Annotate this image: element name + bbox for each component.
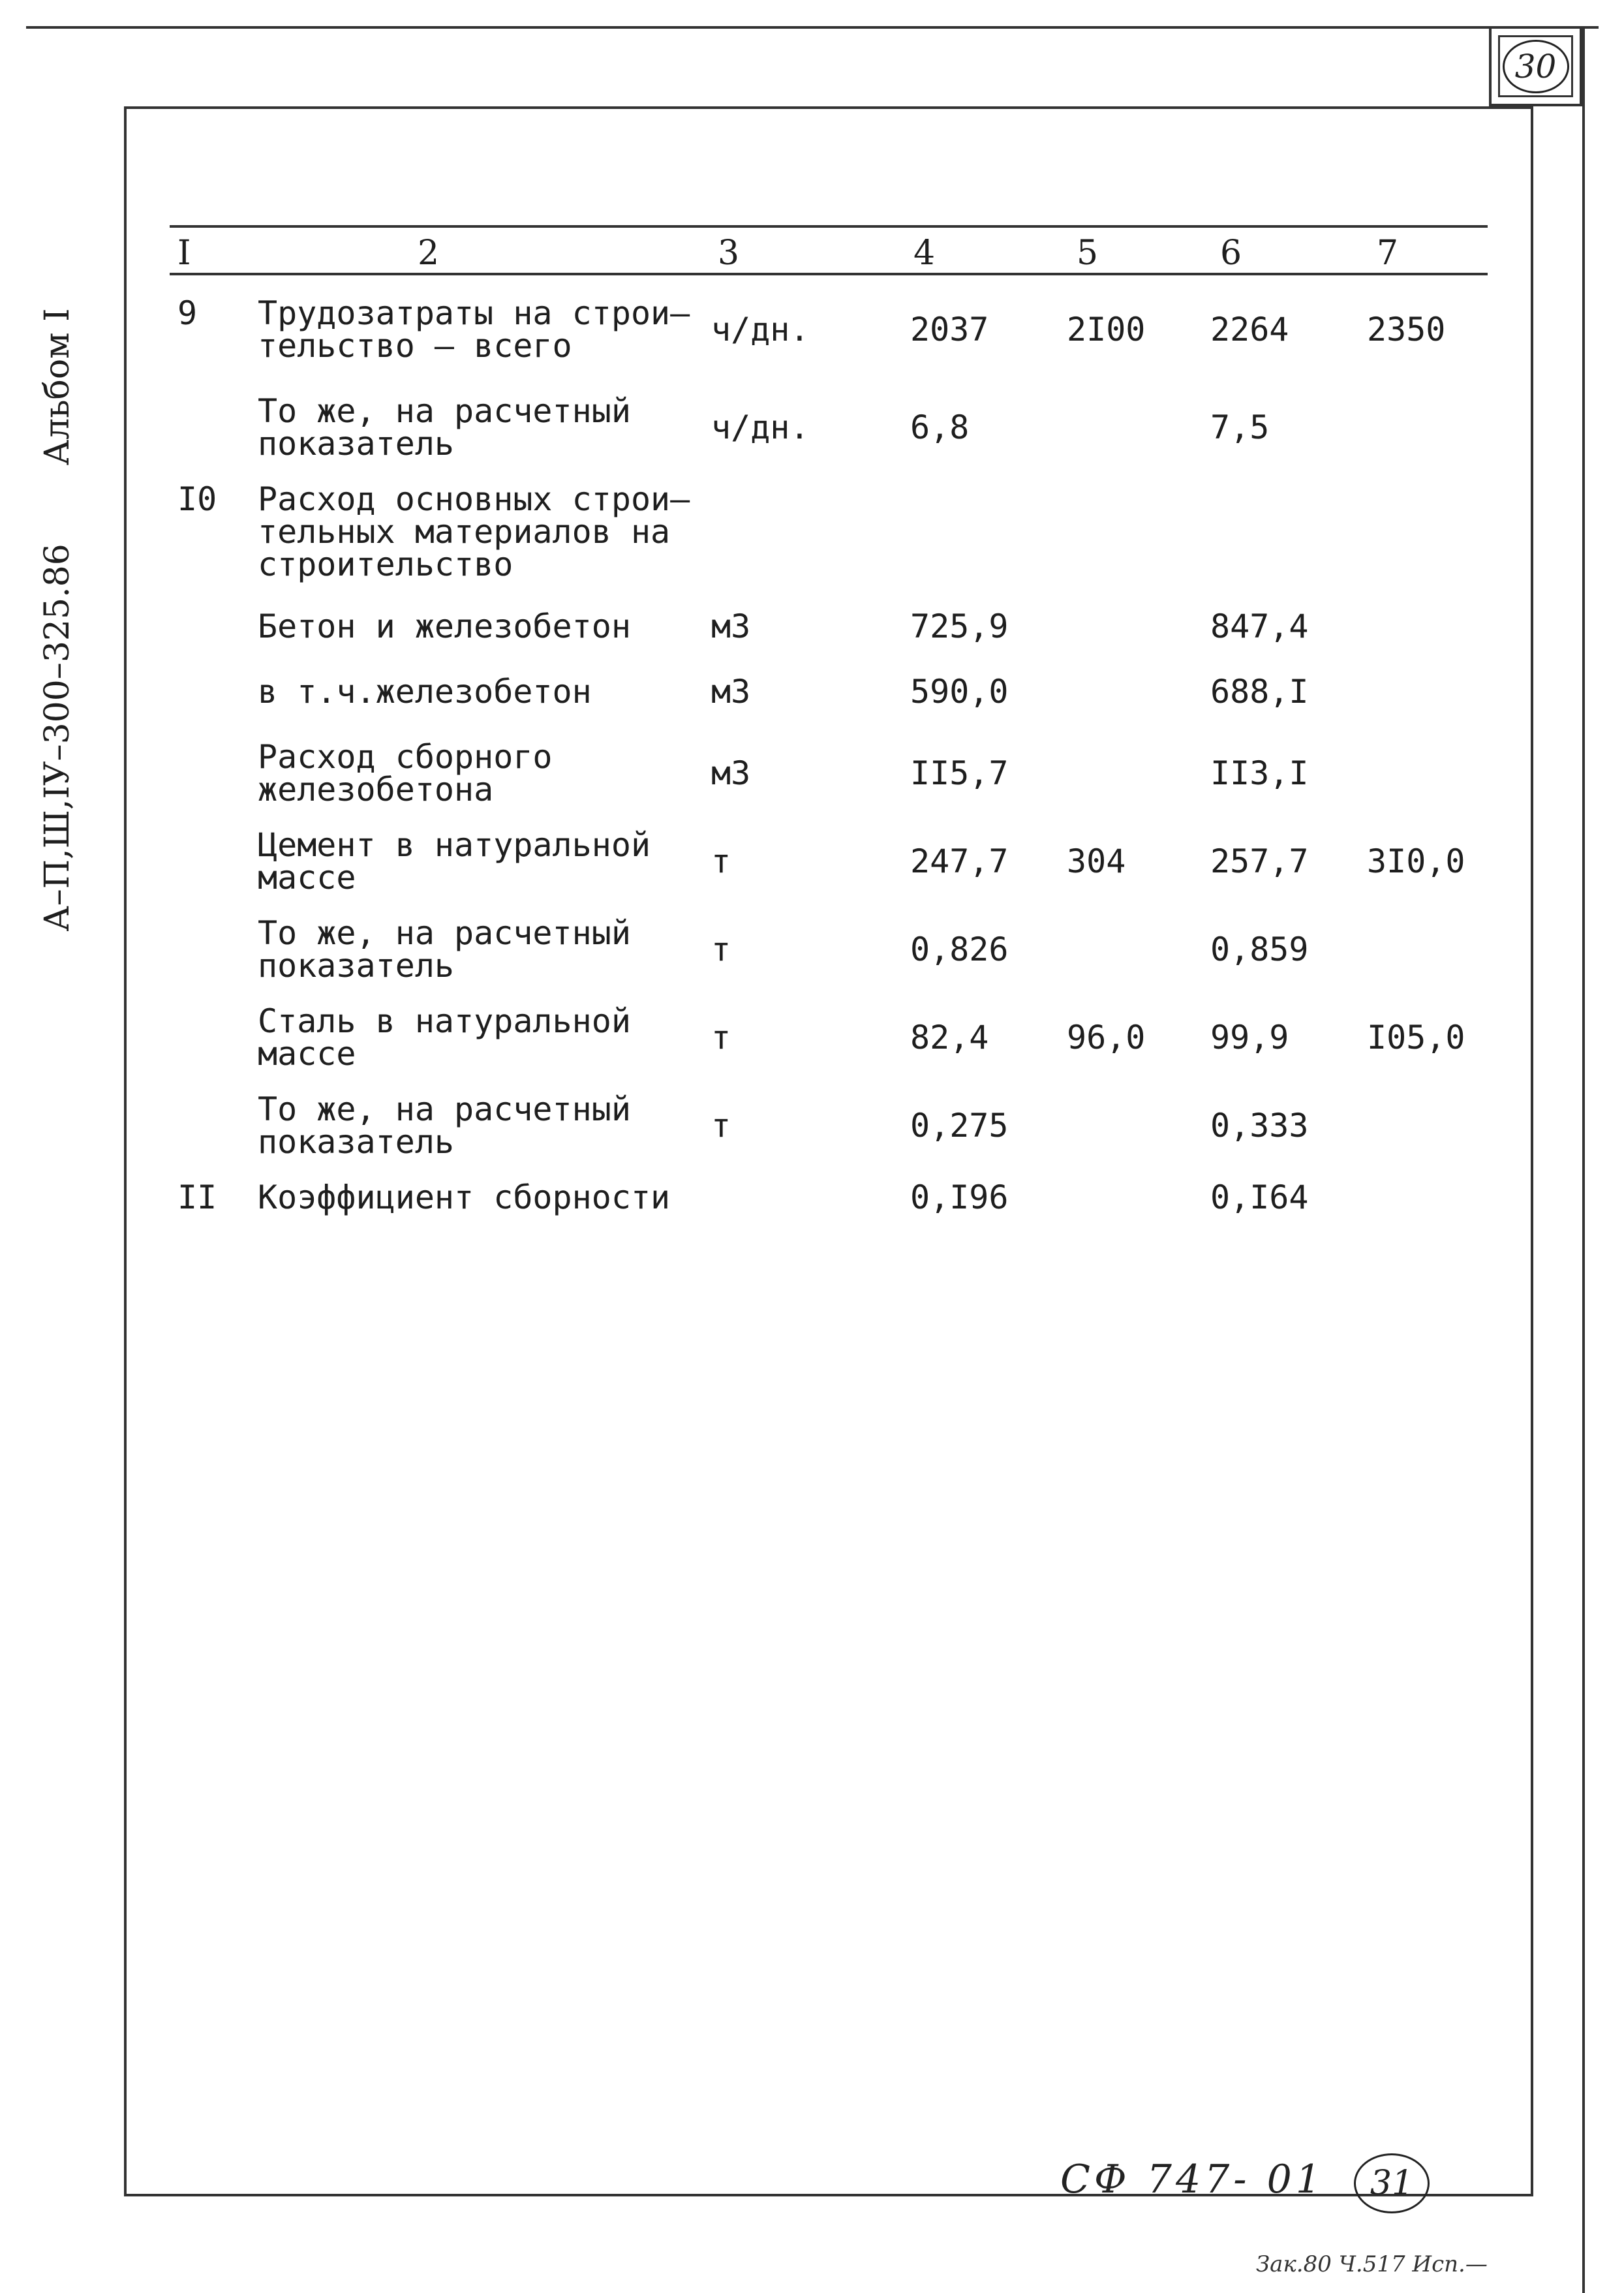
table-row <box>170 675 1488 741</box>
header-col-7: 7 <box>1377 234 1399 273</box>
page-number-inner <box>1498 35 1573 97</box>
row-name <box>258 392 631 463</box>
row-number: II <box>177 1178 217 1216</box>
table-row <box>170 1090 1488 1181</box>
header-col-5: 5 <box>1077 234 1099 273</box>
row-value-col4: 725,9 <box>910 608 1009 645</box>
row-value-col7: 2350 <box>1367 311 1446 348</box>
row-value-col6: 7,5 <box>1210 408 1270 446</box>
row-unit: т <box>711 842 731 880</box>
row-value-col4: 82,4 <box>910 1019 989 1056</box>
row-name <box>258 1090 631 1161</box>
row-value-col6: 0,859 <box>1210 931 1309 968</box>
row-value-col6: II3,I <box>1210 754 1309 792</box>
document-stamp: СФ 747- 01 <box>1060 2157 1325 2202</box>
row-name-line: показатель <box>258 425 455 463</box>
row-value-col6: 847,4 <box>1210 608 1309 645</box>
row-name <box>258 1002 631 1073</box>
row-name <box>258 294 690 365</box>
row-name-line: Трудозатраты на строи– <box>258 294 690 332</box>
row-name <box>258 480 690 583</box>
row-name <box>258 738 553 808</box>
row-name-line: Расход основных строи– <box>258 480 690 518</box>
row-name-line: Сталь в натуральной <box>258 1002 631 1040</box>
row-unit: т <box>711 931 731 968</box>
table-row <box>170 1178 1488 1240</box>
row-name-line: в т.ч.железобетон <box>258 673 592 711</box>
row-unit: т <box>711 1019 731 1056</box>
row-unit: м3 <box>711 608 751 645</box>
row-name <box>258 914 631 985</box>
row-name-line: Цемент в натуральной <box>258 826 651 864</box>
table-row <box>170 1002 1488 1093</box>
table-row <box>170 914 1488 1005</box>
row-value-col4: II5,7 <box>910 754 1009 792</box>
row-value-col5: 96,0 <box>1067 1019 1146 1056</box>
document-code: А–П,Ш,IУ–300–325.86 <box>38 544 77 932</box>
indicators-table <box>170 294 1488 1240</box>
row-name-line: тельство – всего <box>258 327 572 365</box>
header-top-rule <box>170 225 1488 228</box>
row-unit: т <box>711 1107 731 1145</box>
row-value-col4: 6,8 <box>910 408 970 446</box>
row-name-line: массе <box>258 1035 356 1073</box>
row-number: I0 <box>177 480 217 518</box>
page-number: 30 <box>1503 40 1569 93</box>
row-value-col7: 3I0,0 <box>1367 842 1465 880</box>
row-value-col4: 590,0 <box>910 673 1009 711</box>
table-row <box>170 480 1488 610</box>
row-value-col6: 688,I <box>1210 673 1309 711</box>
row-value-col6: 99,9 <box>1210 1019 1289 1056</box>
row-name <box>258 1178 671 1216</box>
row-name <box>258 826 651 897</box>
header-col-2: 2 <box>418 234 440 273</box>
table-row <box>170 610 1488 675</box>
row-name-line: строительство <box>258 546 513 583</box>
row-name-line: Бетон и железобетон <box>258 608 631 645</box>
row-value-col7: I05,0 <box>1367 1019 1465 1056</box>
row-unit: м3 <box>711 673 751 711</box>
row-name-line: показатель <box>258 1123 455 1161</box>
row-value-col6: 257,7 <box>1210 842 1309 880</box>
side-label <box>38 308 77 931</box>
table-row <box>170 392 1488 483</box>
sheet-number: 31 <box>1354 2153 1430 2213</box>
row-name-line: тельных материалов на <box>258 513 671 551</box>
row-value-col6: 0,I64 <box>1210 1178 1309 1216</box>
header-col-1: I <box>177 234 191 273</box>
row-value-col4: 0,826 <box>910 931 1009 968</box>
row-value-col4: 0,I96 <box>910 1178 1009 1216</box>
right-rule <box>1582 26 1585 2293</box>
row-name-line: То же, на расчетный <box>258 914 631 952</box>
row-number: 9 <box>177 294 198 332</box>
row-unit: ч/дн. <box>711 311 810 348</box>
row-value-col4: 0,275 <box>910 1107 1009 1145</box>
row-name-line: Расход сборного <box>258 738 553 776</box>
row-value-col5: 304 <box>1067 842 1126 880</box>
album-label: Альбом I <box>38 308 77 466</box>
row-name <box>258 610 631 643</box>
row-value-col4: 2037 <box>910 311 989 348</box>
table-row <box>170 294 1488 395</box>
row-name-line: То же, на расчетный <box>258 1090 631 1128</box>
row-name-line: железобетона <box>258 771 494 808</box>
header-col-3: 3 <box>718 234 740 273</box>
header-col-6: 6 <box>1220 234 1242 273</box>
row-value-col4: 247,7 <box>910 842 1009 880</box>
row-name-line: показатель <box>258 947 455 985</box>
row-value-col6: 2264 <box>1210 311 1289 348</box>
row-value-col6: 0,333 <box>1210 1107 1309 1145</box>
page-number-box <box>1489 26 1582 106</box>
row-unit: ч/дн. <box>711 408 810 446</box>
header-bottom-rule <box>170 273 1488 275</box>
row-value-col5: 2I00 <box>1067 311 1146 348</box>
top-rule <box>26 26 1599 29</box>
row-name-line: То же, на расчетный <box>258 392 631 430</box>
row-name <box>258 673 592 711</box>
table-row <box>170 738 1488 829</box>
row-name-line: Коэффициент сборности <box>258 1178 671 1216</box>
row-unit: м3 <box>711 754 751 792</box>
row-name-line: массе <box>258 859 356 897</box>
table-row <box>170 826 1488 917</box>
header-col-4: 4 <box>913 234 936 273</box>
footnote: Зак.80 Ч.517 Исп.— <box>1256 2251 1488 2277</box>
